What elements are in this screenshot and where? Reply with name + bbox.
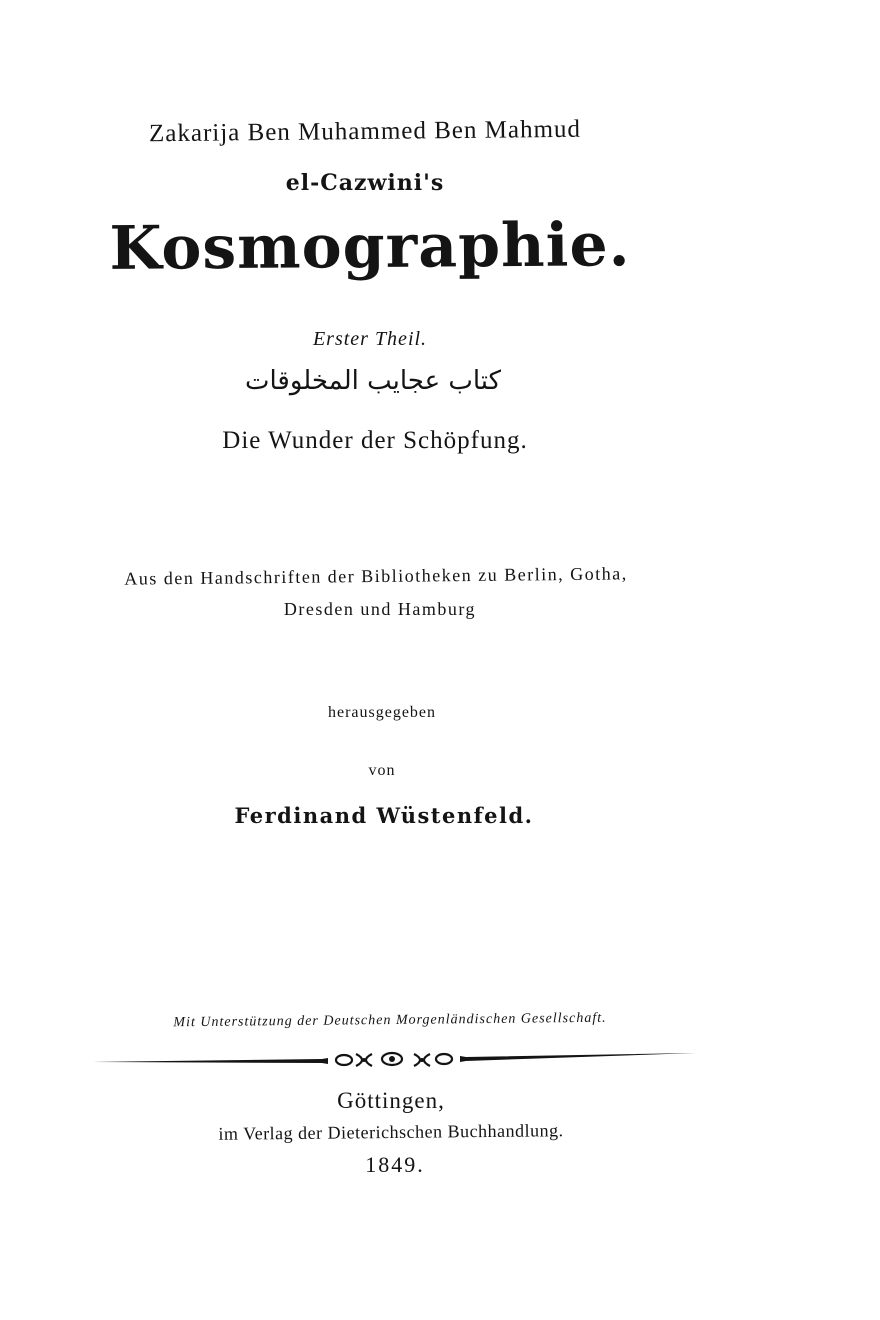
main-title: Kosmographie. (109, 210, 631, 284)
publication-place: Göttingen, (337, 1088, 445, 1113)
author-possessive: el-Cazwini's (285, 170, 445, 196)
ornamental-rule (92, 1045, 696, 1075)
von-label: von (368, 762, 396, 779)
support-note: Mit Unterstützung der Deutschen Morgenländischen Gesellschaft. (173, 1010, 607, 1031)
part-label: Erster Theil. (312, 328, 428, 350)
arabic-title: كتاب عجايب المخلوقات (245, 366, 501, 396)
edited-by-label: herausgegeben (327, 704, 437, 721)
sources-line-1: Aus den Handschriften der Bibliotheken zu Berlin, Gotha, (124, 563, 628, 589)
sources-line-2: Dresden und Hamburg (283, 599, 477, 619)
subtitle: Die Wunder der Schöpfung. (222, 427, 528, 454)
editor-name: Ferdinand Wüstenfeld. (234, 803, 534, 828)
publication-year: 1849. (365, 1152, 425, 1177)
publisher: im Verlag der Dieterichschen Buchhandlung. (218, 1120, 564, 1144)
author-name: Zakarija Ben Muhammed Ben Mahmud (148, 115, 582, 148)
